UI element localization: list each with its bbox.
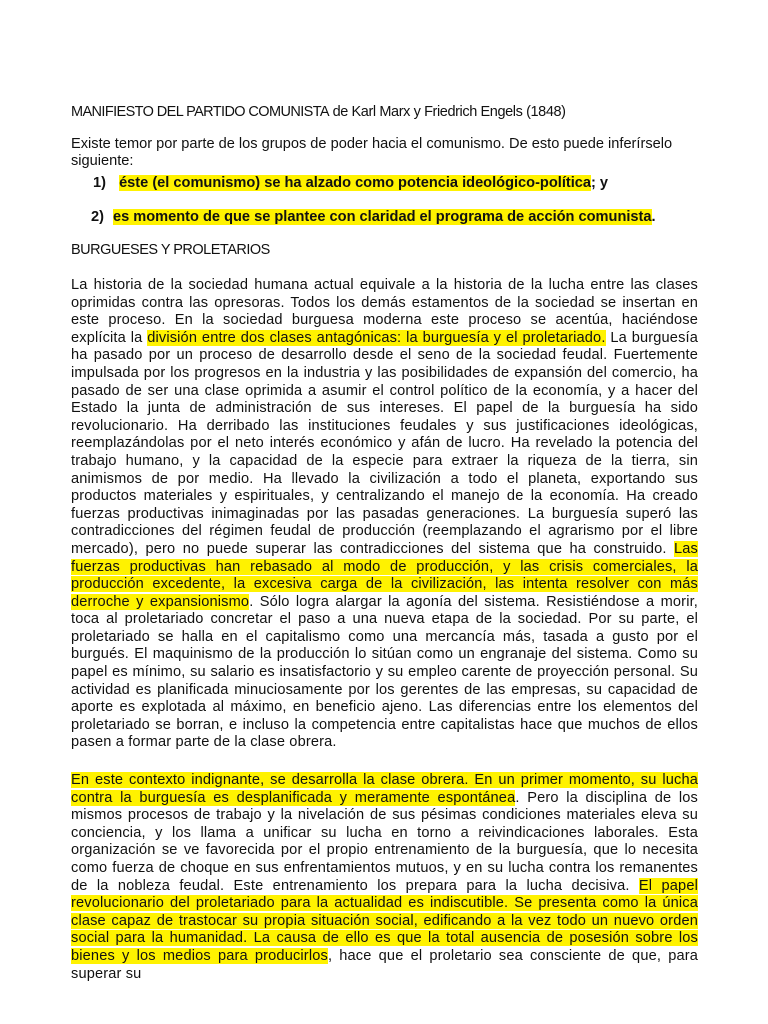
paragraph-2 [71,772,698,983]
document-body [71,104,698,1003]
highlighted-text: El papel revolucionario del proletariado para la actualidad es indiscutible. Se presenta como la única clase capaz de trastocar su propia situación social, edificando a la vez todo un nuevo orden social para la humanidad. La causa de ello es que la total ausencia de posesión sobre los bienes y los medios para producirlos [71,877,698,964]
title-main: MANIFIESTO DEL PARTIDO COMUNISTA [71,104,329,120]
document-title [71,104,698,120]
point-highlighted-text: éste (el comunismo) se ha alzado como potencia ideológico-política [119,175,592,191]
point-item [91,208,698,226]
body-text: , hace que el proletario sea consciente de que, para superar su [71,947,699,982]
point-number: 1) [93,175,106,191]
point-suffix: . [651,209,656,225]
point-number: 2) [91,209,104,225]
point-suffix: ; y [591,175,609,191]
paragraph-1 [71,277,698,752]
intro-text: Existe temor por parte de los grupos de poder hacia el comunismo. De esto puede inferírselo siguiente: [71,136,673,169]
body-text: . Pero la disciplina de los mismos procesos de trabajo y la nivelación de sus pésimas condiciones materiales eleva su conciencia, y los llama a unificar su lucha en torno a reivindicaciones laborales. Esta organización se ve favorecida por el propio entrenamiento de la burguesía, que lo necesita como fuerza de choque en sus enfrentamientos mutuos, y en su lucha contra los remanentes de la nobleza feudal. Este entrenamiento los prepara para la lucha decisiva. [71,789,698,894]
highlighted-text: división entre dos clases antagónicas: la burguesía y el proletariado. [147,329,606,346]
body-text: La historia de la sociedad humana actual equivale a la historia de la lucha entre las clases oprimidas contra las opresoras. Todos los demás estamentos de la sociedad se insertan en este proceso. En la sociedad burguesa moderna este proceso se acentúa, haciéndose explícita la [71,277,698,346]
section-title: BURGUESES Y PROLETARIOS [71,242,270,258]
highlighted-text: Las fuerzas productivas han rebasado al modo de producción, y las crisis comerciales, la producción excedente, la excesiva carga de la civilización, las intenta resolver con más derroche y expansionismo [71,540,698,610]
point-item [93,174,698,192]
points-list [71,174,698,226]
title-authors: de Karl Marx y Friedrich Engels (1848) [328,104,566,120]
body-text: . Sólo logra alargar la agonía del sistema. Resistiéndose a morir, toca al proletariado concretar el paso a una nueva etapa de la sociedad. Por su parte, el proletariado se halla en el capitalismo como una mercancía más, tasada a gusto por el burgués. El maquinismo de la producción lo sitúan como un engranaje del sistema. Como su papel es mínimo, su salario es insatisfactorio y su empleo carente de proyección personal. Su actividad es planificada minuciosamente por los gerentes de las empresas, su capacidad de aporte es explotada al máximo, en beneficio ajeno. Las diferencias entre los elementos del proletariado se borran, e incluso la competencia entre capitalistas hace que muchos de ellos pasen a formar parte de la clase obrera. [71,593,698,751]
point-highlighted-text: es momento de que se plantee con claridad el programa de acción comunista [113,209,652,225]
body-text: La burguesía ha pasado por un proceso de desarrollo desde el seno de la sociedad feudal. Fuertemente impulsada por los progresos en la industria y las posibilidades de expansión del comercio, ha pasado de ser una clase oprimida a asumir el control político de la economía, y a hacer del Estado la junta de administración de sus intereses. El papel de la burguesía ha sido revolucionario. Ha derribado las instituciones feudales y sus justificaciones ideológicas, reemplazándolas por el neto interés económico y afán de lucro. Ha revelado la potencia del trabajo humano, y la capacidad de la especie para extraer la riqueza de la tierra, sin animismos de por medio. Ha llevado la civilización a todo el planeta, exportando sus productos materiales y espirituales, y centralizando el manejo de la economía. Ha creado fuerzas productivas inimaginadas por las pasadas generaciones. La burguesía superó las contradicciones del régimen feudal de producción (reemplazando el agrarismo por el libre mercado), pero no puede superar las contradicciones del sistema que ha construido. [71,329,698,557]
highlighted-text: En este contexto indignante, se desarrolla la clase obrera. En un primer momento, su lucha contra la burguesía es desplanificada y meramente espontánea [71,772,698,806]
